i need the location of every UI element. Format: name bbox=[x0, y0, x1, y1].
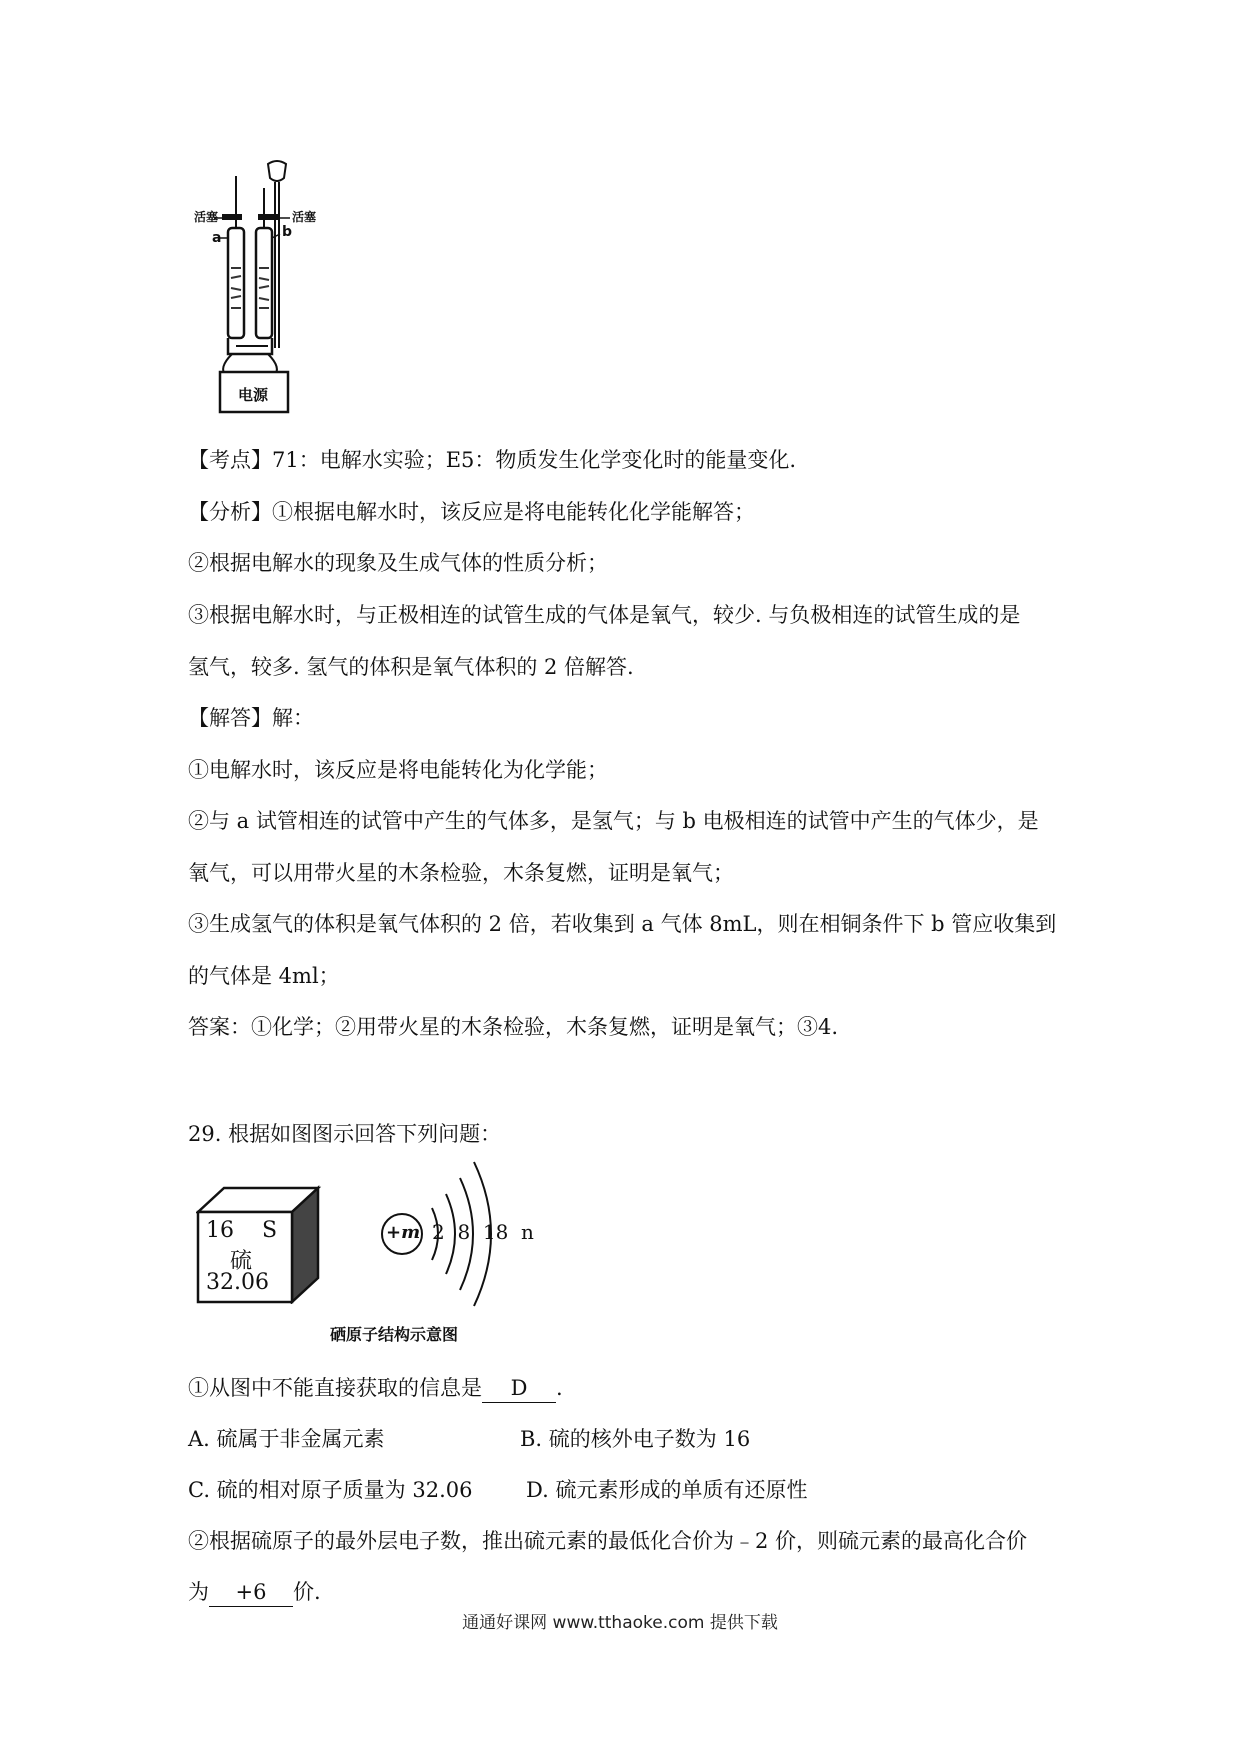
element-name: 硫 bbox=[230, 1249, 253, 1274]
right-valve-label: 活塞 bbox=[292, 210, 317, 224]
electron-shell-counts: 2 8 18 n bbox=[432, 1220, 534, 1244]
q2-prefix: 为 bbox=[188, 1580, 209, 1604]
option-a: A. 硫属于非金属元素 bbox=[188, 1427, 385, 1451]
element-number: 16 bbox=[206, 1218, 234, 1243]
q2-suffix: 价. bbox=[293, 1580, 321, 1604]
fenxi-line-1: 【分析】①根据电解水时，该反应是将电能转化化学能解答； bbox=[188, 500, 755, 524]
atom-structure-figure bbox=[330, 1146, 540, 1346]
answer-line-3b: 的气体是 4ml； bbox=[188, 964, 340, 988]
left-valve-label: 活塞 bbox=[194, 210, 219, 224]
answer-line-2a: ②与 a 试管相连的试管中产生的气体多，是氢气；与 b 电极相连的试管中产生的气体少，是 bbox=[188, 809, 1039, 833]
question-29-part-1 bbox=[188, 1374, 563, 1403]
answer-line-2b: 氧气，可以用带火星的木条检验，木条复燃，证明是氧气； bbox=[188, 861, 734, 885]
question-29-part-2-line-2 bbox=[188, 1578, 321, 1607]
option-b: B. 硫的核外电子数为 16 bbox=[520, 1427, 751, 1451]
electrolysis-apparatus-drawing bbox=[212, 158, 342, 434]
electrolysis-apparatus-figure bbox=[194, 158, 342, 434]
question-29-part-2-line-1: ②根据硫原子的最外层电子数，推出硫元素的最低化合价为﹣2 价，则硫元素的最高化合价 bbox=[188, 1529, 1028, 1553]
element-mass: 32.06 bbox=[206, 1270, 269, 1295]
page-footer: 通通好课网 www.tthaoke.com 提供下载 bbox=[462, 1613, 778, 1633]
answer-line-3a: ③生成氢气的体积是氧气体积的 2 倍，若收集到 a 气体 8mL，则在相铜条件下 b 管应收集到 bbox=[188, 912, 1057, 936]
option-d: D. 硫元素形成的单质有还原性 bbox=[526, 1478, 808, 1502]
final-answer-line: 答案：①化学；②用带火星的木条检验，木条复燃，证明是氧气；③4. bbox=[188, 1015, 839, 1039]
q1-answer-blank: D bbox=[482, 1374, 556, 1403]
nucleus-charge: +m bbox=[386, 1222, 421, 1243]
fenxi-line-2: ②根据电解水的现象及生成气体的性质分析； bbox=[188, 551, 608, 575]
kaodian-line: 【考点】71：电解水实验；E5：物质发生化学变化时的能量变化. bbox=[188, 448, 797, 472]
jieda-heading: 【解答】解： bbox=[188, 706, 314, 730]
power-label: 电源 bbox=[238, 386, 269, 404]
tube-b-label: b bbox=[282, 224, 293, 240]
fenxi-line-3a: ③根据电解水时，与正极相连的试管生成的气体是氧气，较少. 与负极相连的试管生成的是 bbox=[188, 603, 1021, 627]
element-symbol: S bbox=[262, 1218, 278, 1243]
sulfur-element-card bbox=[196, 1184, 332, 1304]
question-29-stem: 29. 根据如图图示回答下列问题： bbox=[188, 1122, 502, 1146]
option-c: C. 硫的相对原子质量为 32.06 bbox=[188, 1478, 473, 1502]
q1-prompt: ①从图中不能直接获取的信息是 bbox=[188, 1376, 482, 1400]
q1-period: . bbox=[556, 1376, 563, 1400]
fenxi-line-3b: 氢气，较多. 氢气的体积是氧气体积的 2 倍解答. bbox=[188, 655, 634, 679]
tube-a-label: a bbox=[212, 230, 222, 246]
q2-answer-blank: +6 bbox=[209, 1578, 293, 1607]
atom-diagram-caption: 硒原子结构示意图 bbox=[330, 1325, 459, 1344]
answer-line-1: ①电解水时，该反应是将电能转化为化学能； bbox=[188, 758, 608, 782]
